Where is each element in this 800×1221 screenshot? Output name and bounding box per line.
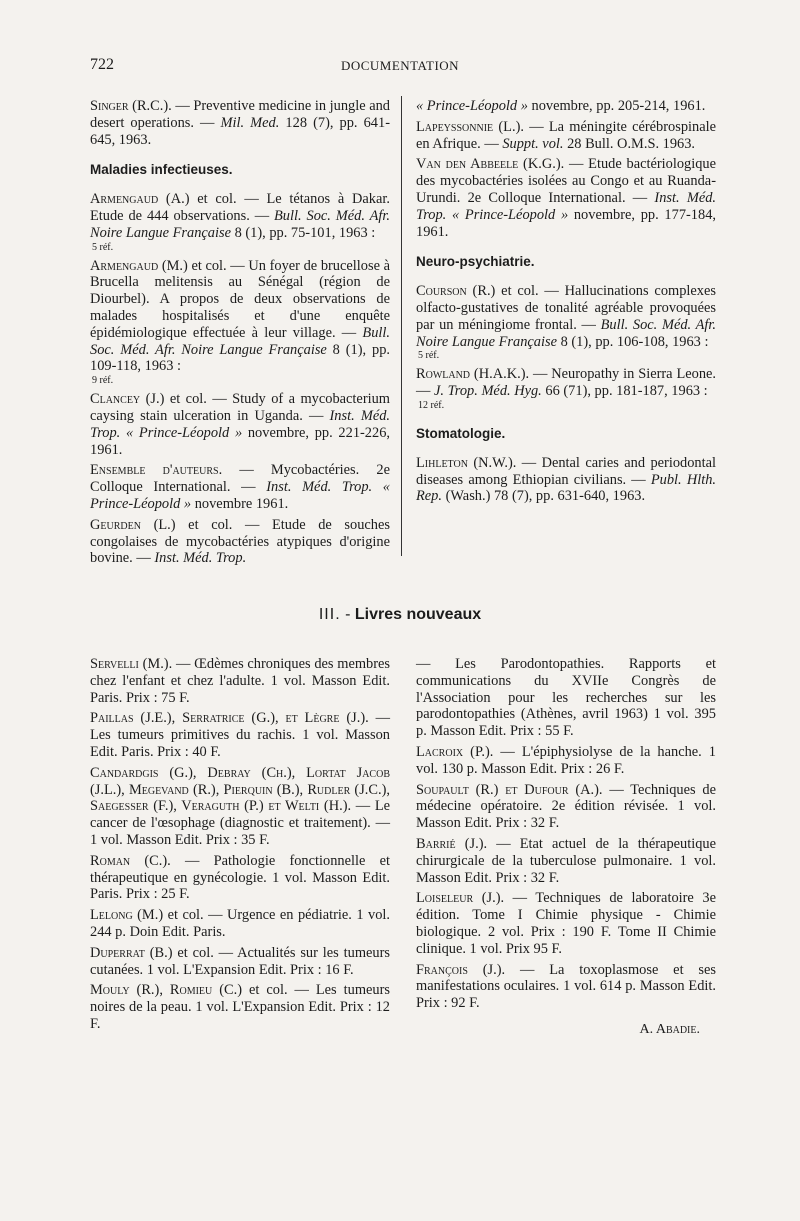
entry-journal: « Prince-Léopold » <box>416 98 528 114</box>
bibliography-entry <box>416 283 716 362</box>
entry-text: et col. — Etude de souches congolaises de mycobactéries atypiques d'origine bovine. — <box>90 516 390 567</box>
entry-text: et col. — Study of a mycobacterium caysing stain ulceration in Uganda. — <box>90 391 390 424</box>
bibliography-entry <box>90 462 390 512</box>
entry-text: — Dental caries and periodontal diseases among Ethiopian civilians. — <box>416 454 717 488</box>
entry-author: Lihleton (N.W.). <box>416 454 517 471</box>
book-text: — Les tumeurs primitives du rachis. 1 vol. Masson Edit. Paris. Prix : 40 F. <box>90 710 390 760</box>
entry-author: Clancey (J.) <box>90 391 165 408</box>
running-title: DOCUMENTATION <box>340 58 460 73</box>
entry-references: 9 réf. <box>92 375 114 387</box>
book-author: Lacroix (P.). <box>416 743 494 760</box>
section-number: III. <box>318 606 341 623</box>
book-author: Servelli (M.). <box>90 656 173 672</box>
book-entry <box>90 907 390 941</box>
entry-tail: novembre, pp. 177-184, 1961. <box>416 206 716 240</box>
book-entry <box>416 656 716 740</box>
section-dash: - <box>340 606 355 623</box>
entry-journal: Bull. Soc. Méd. Afr. Noire Langue Française <box>90 207 390 241</box>
entry-author: Singer (R.C.). <box>90 98 172 114</box>
entry-author: Geurden (L.) <box>90 516 176 533</box>
entry-tail: 8 (1), pp. 106-108, 1963 : <box>556 333 709 350</box>
book-text: et col. — Actualités sur les tumeurs cutanées. 1 vol. L'Expansion Edit. Prix : 16 F. <box>90 944 390 978</box>
book-text: — Techniques de laboratoire 3e édition. Tome I Chimie physique - Chimie biologique. 2 vol. Prix : 190 F. Tome II Chimie clinique. 1 vol. Prix 95 F. <box>416 890 716 957</box>
section-title <box>0 606 800 624</box>
entry-journal: J. Trop. Méd. Hyg. <box>434 383 542 400</box>
bibliography-entry <box>416 455 716 505</box>
entry-text: et col. — Un foyer de brucellose à Brucella melitensis au Sénégal (région de Diourbel). A propos de deux observations de malades hospitalisés et d'une enquête épidémiologique effectuée à leur village. — <box>90 257 390 341</box>
entry-journal: Mil. Med. <box>220 114 280 131</box>
book-author: Duperrat (B.) <box>90 944 173 961</box>
bibliography-entry <box>90 517 390 567</box>
entry-tail: 128 (7), pp. 641-645, 1963. <box>90 114 390 148</box>
entry-tail: novembre 1961. <box>191 495 289 512</box>
entry-journal: Publ. Hlth. Rep. <box>416 471 717 505</box>
book-entry <box>90 656 390 706</box>
entry-journal: Suppt. vol. <box>502 135 564 152</box>
book-entry <box>90 945 390 979</box>
category-heading: Stomatologie. <box>416 425 506 441</box>
book-author: François (J.). <box>416 961 506 978</box>
entry-journal: Inst. Méd. Trop. <box>154 550 247 567</box>
book-text: et col. — Les tumeurs noires de la peau. 1 vol. L'Expansion Edit. Prix : 12 F. <box>90 982 390 1032</box>
book-text: et col. — Urgence en pédiatrie. 1 vol. 244 p. Doin Edit. Paris. <box>90 907 390 940</box>
entry-journal: Bull. Soc. Méd. Afr. Noire Langue Française <box>416 316 716 350</box>
entry-text: — Etude bactériologique des mycobactéries isolées au Congo et au Ruanda-Urundi. 2e Colloque International. — <box>416 156 716 206</box>
book-entry <box>416 836 716 886</box>
book-entry <box>90 765 390 849</box>
book-author: Roman (C.). <box>90 852 171 869</box>
book-text: — Œdèmes chroniques des membres chez l'enfant et chez l'adulte. 1 vol. Masson Edit. Paris. Prix : 75 F. <box>90 656 391 706</box>
book-entry <box>416 962 716 1012</box>
books-right-column <box>416 656 716 1039</box>
entry-text: et col. — Le tétanos à Dakar. Etude de 444 observations. — <box>90 191 390 224</box>
entry-tail: 28 Bull. O.M.S. 1963. <box>563 135 696 152</box>
entry-references: 5 réf. <box>418 350 440 362</box>
entry-references: 12 réf. <box>418 399 445 411</box>
entry-author: Armengaud (A.) <box>90 191 190 208</box>
bibliography-entry <box>416 366 716 412</box>
book-text: — Techniques de médecine opératoire. 2e édition révisée. 1 vol. Masson Edit. Prix : 32 F. <box>416 781 716 832</box>
book-author: Mouly (R.), Romieu (C.) <box>90 982 243 999</box>
entry-text: — Mycobactéries. 2e Colloque International. — <box>90 462 390 496</box>
book-entry <box>416 890 716 957</box>
bibliography-entry <box>90 191 390 253</box>
bibliography-entry <box>90 98 390 148</box>
entry-author: Rowland (H.A.K.). <box>416 366 530 383</box>
bibliography-entry <box>90 391 390 458</box>
book-author: Paillas (J.E.), Serratrice (G.), et Lègre (J.). <box>90 710 369 727</box>
signature: A. Abadie. <box>639 1021 700 1037</box>
book-author: Lelong (M.) <box>90 907 164 924</box>
bibliography-entry <box>416 119 716 153</box>
bibliography-entry <box>416 156 716 240</box>
book-author: Candardgis (G.), Debray (Ch.), Lortat Jacob (J.L.), Megevand (R.), Pierquin (B.), Rudler (J.C.), Saegesser (F.), Veraguth (P.) et Welti (H.). <box>90 764 390 815</box>
book-author: Barrié (J.). <box>416 835 488 852</box>
book-author: Soupault (R.) et Dufour (A.). <box>416 781 603 798</box>
bibliography-entry <box>90 258 390 388</box>
entry-author: Armengaud (M.) <box>90 257 188 274</box>
book-text: — L'épiphysiolyse de la hanche. 1 vol. 130 p. Masson Edit. Prix : 26 F. <box>416 743 716 777</box>
entry-author: Lapeyssonnie (L.). <box>416 118 524 135</box>
book-entry <box>416 744 716 778</box>
entry-journal: Bull. Soc. Méd. Afr. Noire Langue Française <box>90 324 390 358</box>
top-left-column <box>90 98 390 571</box>
entry-tail: 8 (1), pp. 75-101, 1963 : <box>230 224 376 241</box>
entry-author: Ensemble d'auteurs. <box>90 462 223 479</box>
entry-text: et col. — Hallucinations complexes olfacto-gustatives de tonalité agréable provoquées par un méningiome frontal. — <box>416 283 716 333</box>
entry-journal: Inst. Méd. Trop. « Prince-Léopold » <box>416 189 716 223</box>
entry-author: Van den Abbeele (K.G.). <box>416 156 565 173</box>
entry-text: — La méningite cérébrospinale en Afrique. — <box>416 118 716 152</box>
book-text: — Le cancer de l'œsophage (diagnostic et traitement). — 1 vol. Masson Edit. Prix : 35 F. <box>90 798 390 848</box>
category-heading: Maladies infectieuses. <box>90 162 233 178</box>
book-entry <box>416 782 716 832</box>
entry-tail: novembre, pp. 205-214, 1961. <box>527 98 706 114</box>
entry-author: Courson (R.) <box>416 283 496 300</box>
book-entry <box>90 982 390 1032</box>
book-text: — La toxoplasmose et ses manifestations oculaires. 1 vol. 614 p. Masson Edit. Prix : 92 F. <box>416 961 716 1012</box>
top-right-column <box>416 98 716 509</box>
book-text: — Etat actuel de la thérapeutique chirurgicale de la tuberculose pulmonaire. 1 vol. Masson Edit. Prix : 32 F. <box>416 835 717 886</box>
book-entry <box>90 710 390 760</box>
book-text: — Les Parodontopathies. Rapports et communications du XVIIe Congrès de l'Association pour les recherches sur les parodontopathies (Athènes, avril 1963) 1 vol. 395 p. Masson Edit. Prix : 55 F. <box>416 656 716 740</box>
books-left-column <box>90 656 390 1037</box>
category-heading: Neuro-psychiatrie. <box>416 254 535 270</box>
column-divider <box>401 96 402 556</box>
entry-tail: 8 (1), pp. 109-118, 1963 : <box>90 341 390 375</box>
entry-text: — Neuropathy in Sierra Leone. — <box>416 366 716 400</box>
page-number: 722 <box>90 56 114 73</box>
entry-journal: Inst. Méd. Trop. « Prince-Léopold » <box>90 407 390 441</box>
book-text: — Pathologie fonctionnelle et thérapeutique en gynécologie. 1 vol. Masson Edit. Paris. Prix : 25 F. <box>90 852 390 903</box>
bibliography-entry <box>416 98 716 115</box>
entry-tail: 66 (71), pp. 181-187, 1963 : <box>541 383 708 400</box>
book-entry <box>90 853 390 903</box>
entry-tail: (Wash.) 78 (7), pp. 631-640, 1963. <box>441 488 646 505</box>
entry-references: 5 réf. <box>92 241 114 253</box>
entry-text: — Preventive medicine in jungle and desert operations. — <box>90 98 391 131</box>
book-author: Loiseleur (J.). <box>416 890 505 907</box>
entry-journal: Inst. Méd. Trop. « Prince-Léopold » <box>90 479 390 512</box>
entry-tail: novembre, pp. 221-226, 1961. <box>90 424 390 458</box>
section-title-text: Livres nouveaux <box>354 606 482 623</box>
